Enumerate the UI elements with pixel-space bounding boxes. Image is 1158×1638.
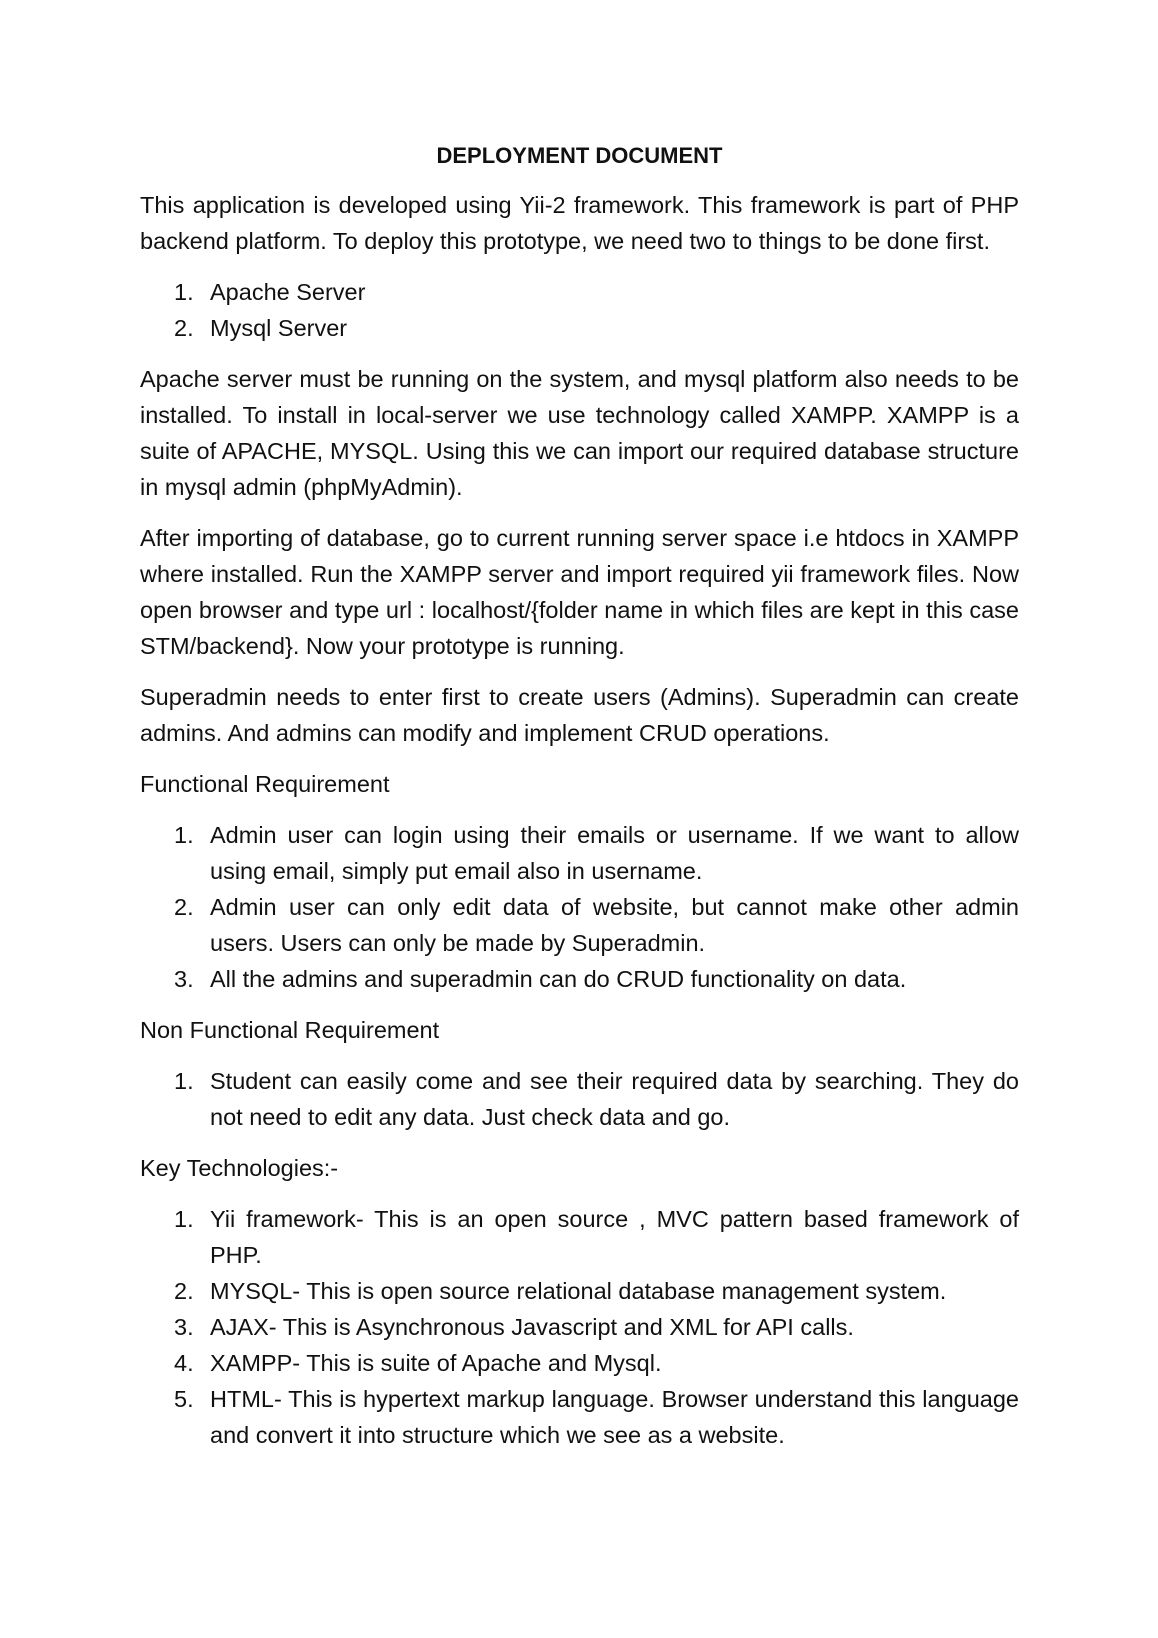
list-item bbox=[140, 274, 1019, 310]
functional-list bbox=[140, 817, 1019, 997]
list-item bbox=[140, 889, 1019, 961]
list-item-text: HTML- This is hypertext markup language. Browser understand this language and convert it into structure which we see as a website. bbox=[210, 1386, 1019, 1448]
list-number: 2. bbox=[174, 315, 194, 341]
intro-paragraph: This application is developed using Yii-2 framework. This framework is part of PHP backend platform. To deploy this prototype, we need two to things to be done first. bbox=[140, 192, 1019, 254]
list-number: 2. bbox=[174, 1278, 194, 1304]
list-number: 4. bbox=[174, 1350, 194, 1376]
apache-paragraph: Apache server must be running on the system, and mysql platform also needs to be installed. To install in local-server we use technology called XAMPP. XAMPP is a suite of APACHE, MYSQL. Using this we can import our required database structure in mysql admin (phpMyAdmin). bbox=[140, 366, 1019, 500]
list-number: 2. bbox=[174, 894, 194, 920]
list-item-text: AJAX- This is Asynchronous Javascript and XML for API calls. bbox=[210, 1314, 854, 1340]
document-title: DEPLOYMENT DOCUMENT bbox=[436, 143, 723, 168]
list-number: 1. bbox=[174, 1068, 194, 1094]
list-item bbox=[140, 1273, 1019, 1309]
list-item-text: XAMPP- This is suite of Apache and Mysql. bbox=[210, 1350, 662, 1376]
list-item-text: All the admins and superadmin can do CRUD functionality on data. bbox=[210, 966, 907, 992]
list-number: 3. bbox=[174, 966, 194, 992]
nonfunctional-list bbox=[140, 1063, 1019, 1135]
list-item bbox=[140, 1063, 1019, 1135]
list-item-text: Student can easily come and see their required data by searching. They do not need to edit any data. Just check data and go. bbox=[210, 1068, 1019, 1130]
list-item-text: Mysql Server bbox=[210, 315, 348, 341]
document-page bbox=[140, 138, 1019, 1468]
list-item-text: Apache Server bbox=[210, 279, 366, 305]
keytech-list bbox=[140, 1201, 1019, 1453]
list-item-text: Admin user can only edit data of website, but cannot make other admin users. Users can only be made by Superadmin. bbox=[210, 894, 1019, 956]
superadmin-paragraph: Superadmin needs to enter first to create users (Admins). Superadmin can create admins. And admins can modify and implement CRUD operations. bbox=[140, 684, 1019, 746]
list-item-text: MYSQL- This is open source relational database management system. bbox=[210, 1278, 947, 1304]
list-item bbox=[140, 1345, 1019, 1381]
list-item bbox=[140, 817, 1019, 889]
functional-heading: Functional Requirement bbox=[140, 771, 390, 797]
server-requirements-list bbox=[140, 274, 1019, 346]
list-number: 1. bbox=[174, 279, 194, 305]
nonfunctional-heading: Non Functional Requirement bbox=[140, 1017, 440, 1043]
list-item-text: Admin user can login using their emails or username. If we want to allow using email, simply put email also in username. bbox=[210, 822, 1019, 884]
list-number: 5. bbox=[174, 1386, 194, 1412]
list-item bbox=[140, 1309, 1019, 1345]
import-paragraph: After importing of database, go to current running server space i.e htdocs in XAMPP where installed. Run the XAMPP server and import required yii framework files. Now open browser and type url : localhost/{folder name in which files are kept in this case STM/backend}. Now your prototype is running. bbox=[140, 525, 1019, 659]
list-number: 1. bbox=[174, 822, 194, 848]
list-item bbox=[140, 961, 1019, 997]
keytech-heading: Key Technologies:- bbox=[140, 1155, 339, 1181]
list-item bbox=[140, 1381, 1019, 1453]
list-number: 1. bbox=[174, 1206, 194, 1232]
list-item bbox=[140, 1201, 1019, 1273]
list-number: 3. bbox=[174, 1314, 194, 1340]
list-item bbox=[140, 310, 1019, 346]
list-item-text: Yii framework- This is an open source , MVC pattern based framework of PHP. bbox=[210, 1206, 1019, 1268]
